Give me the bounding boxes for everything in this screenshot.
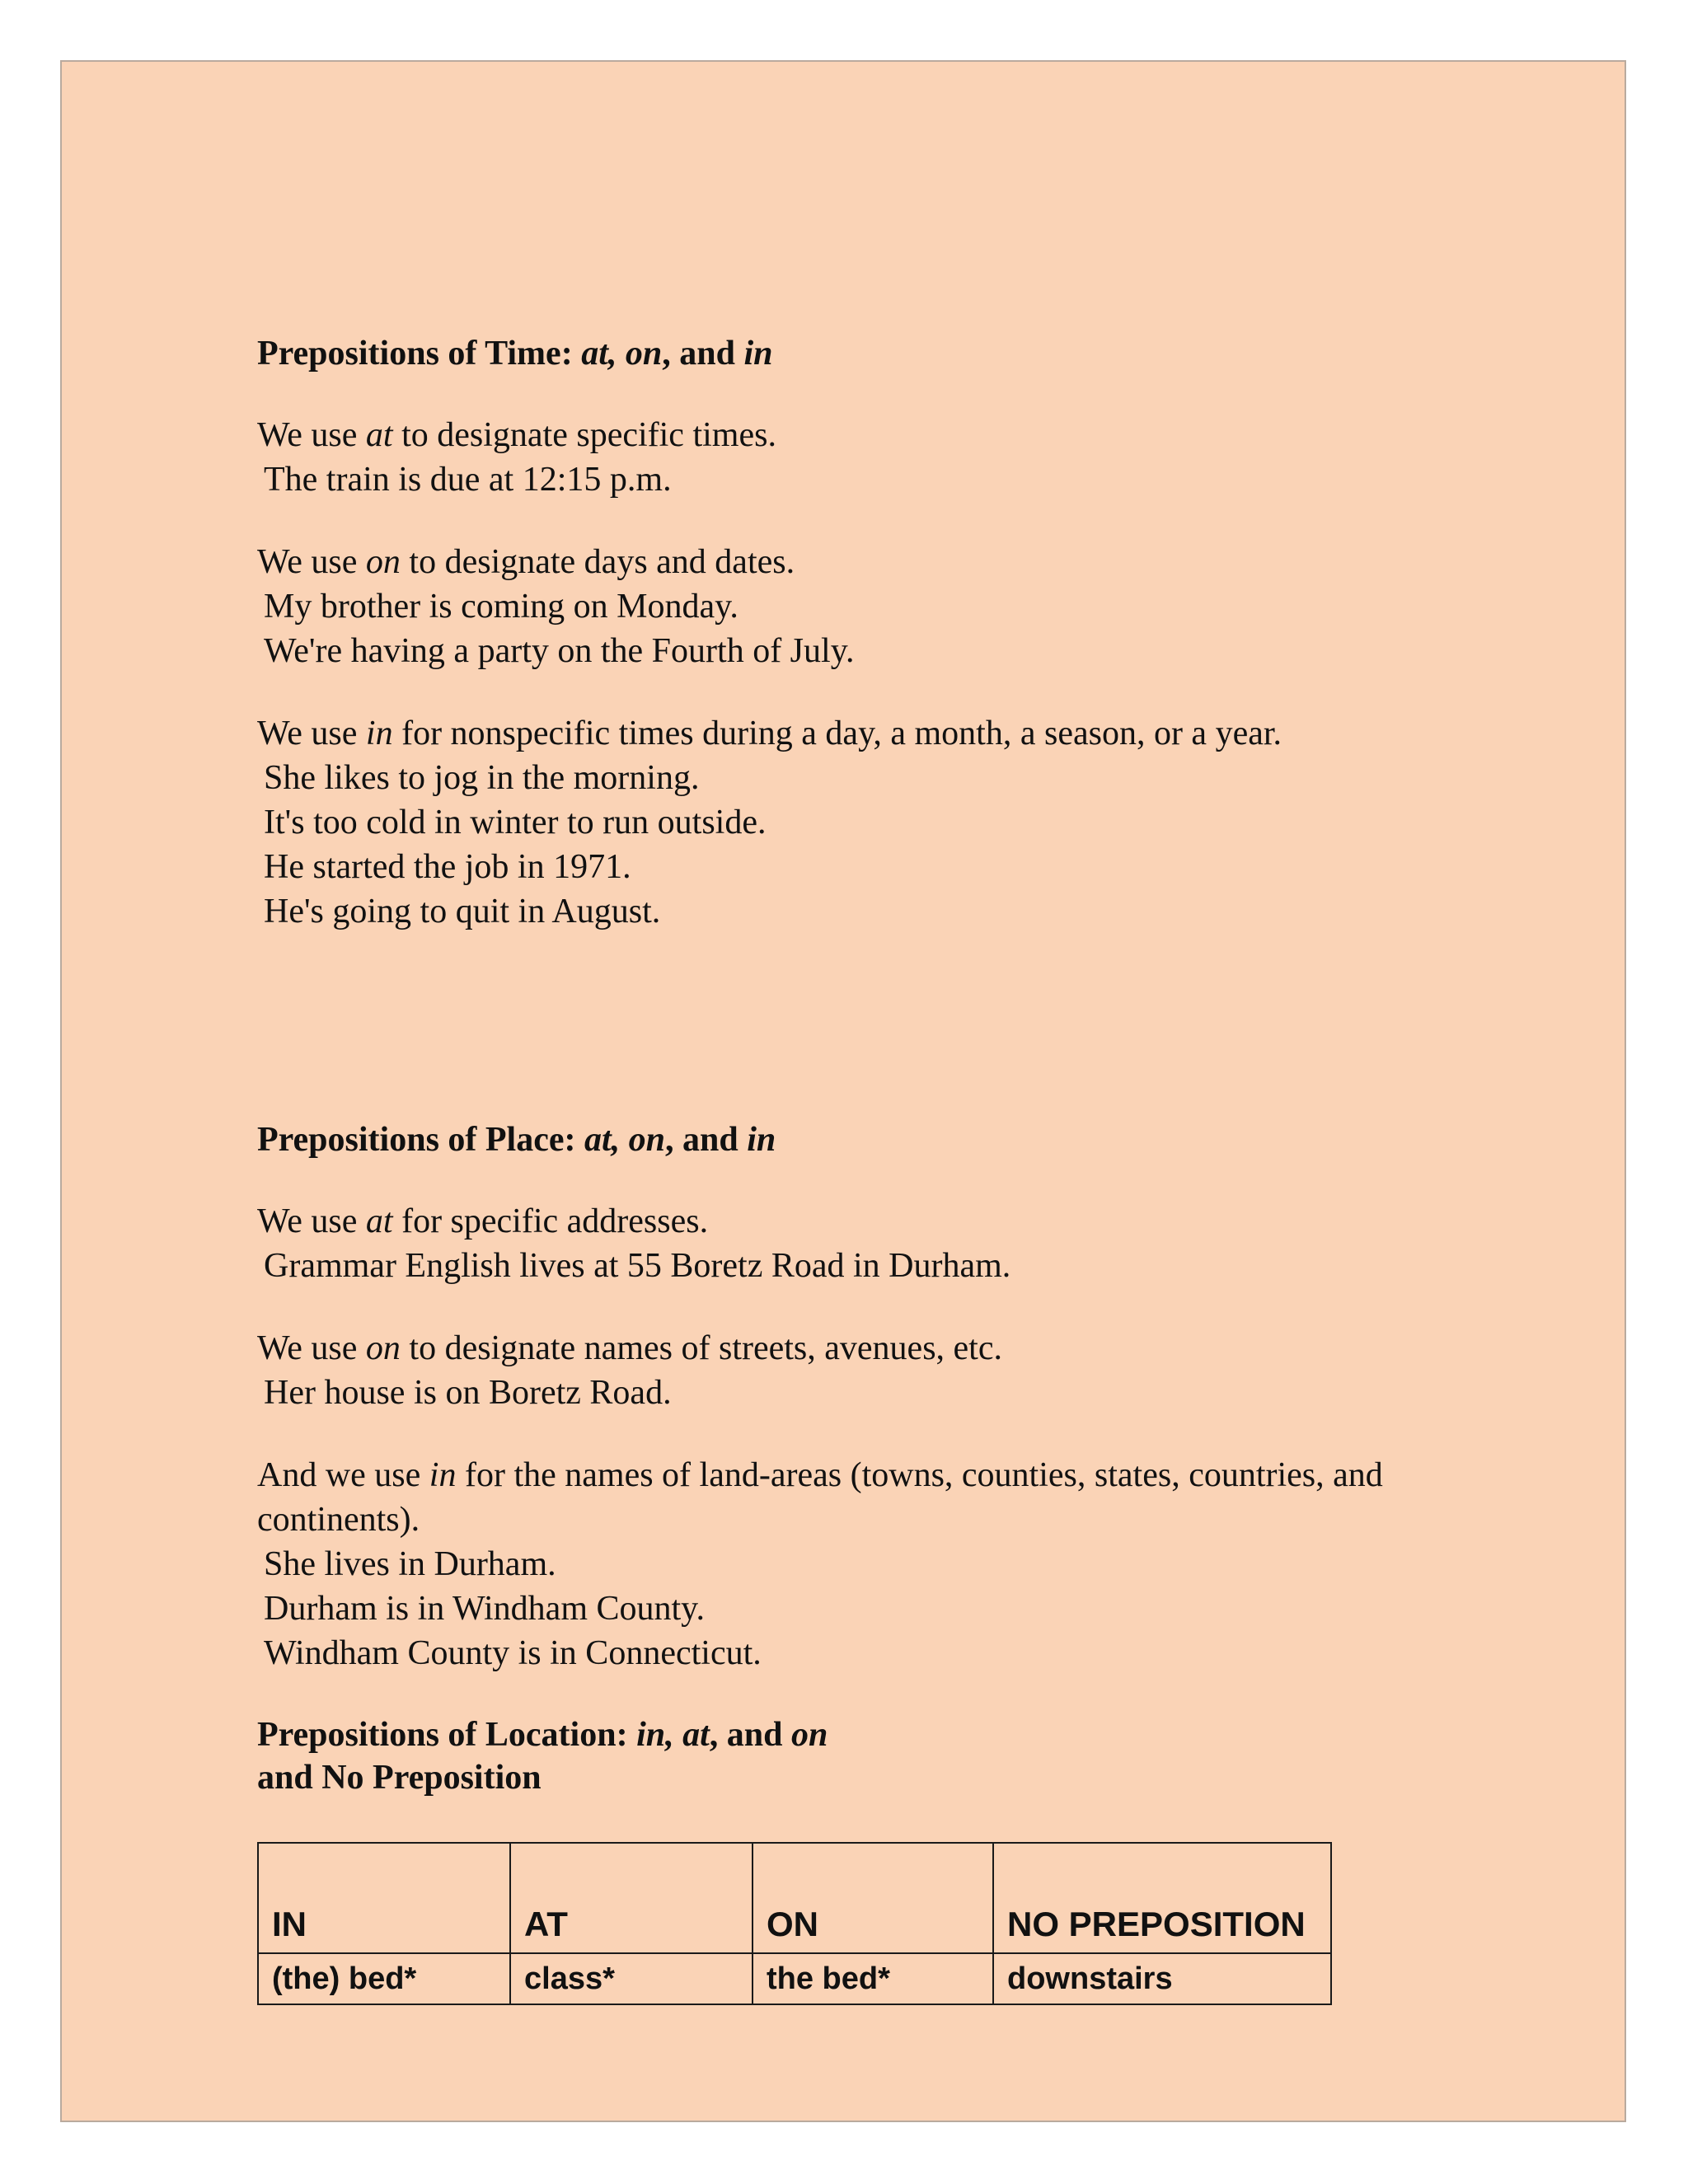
table-row xyxy=(258,1953,1331,2004)
rule-text xyxy=(257,1326,1543,1371)
location-heading-line2: and No Preposition xyxy=(257,1759,542,1797)
example-line: He started the job in 1971. xyxy=(264,848,631,886)
time-in-block xyxy=(257,711,1543,934)
example-line: The train is due at 12:15 p.m. xyxy=(264,461,672,499)
rule-text-part: We use xyxy=(257,715,366,752)
example-line: Windham County is in Connecticut. xyxy=(264,1634,762,1672)
example-line: We're having a party on the Fourth of July. xyxy=(264,632,855,670)
rule-text-part: to designate names of streets, avenues, etc. xyxy=(400,1329,1002,1367)
heading-text: , and xyxy=(665,1121,748,1159)
rule-text-part: to designate specific times. xyxy=(392,416,776,454)
table-cell: class* xyxy=(510,1953,753,2004)
heading-italic-word: at, xyxy=(584,1121,621,1159)
heading-space xyxy=(674,1716,683,1754)
heading-italic-word: on xyxy=(790,1716,828,1754)
rule-text-part: And we use xyxy=(257,1456,429,1494)
example-line: She lives in Durham. xyxy=(264,1545,556,1583)
table-header-row xyxy=(258,1843,1331,1953)
example-line: It's too cold in winter to run outside. xyxy=(264,804,767,841)
rule-text xyxy=(257,711,1543,756)
example-line: He's going to quit in August. xyxy=(264,893,661,930)
prepositions-table xyxy=(257,1842,1332,2005)
rule-text-part: for the names of land-areas (towns, counties, states, countries, and continents). xyxy=(257,1456,1383,1539)
rule-text-part: We use xyxy=(257,416,366,454)
rule-text xyxy=(257,1453,1543,1542)
example-line: Grammar English lives at 55 Boretz Road in Durham. xyxy=(264,1247,1011,1285)
heading-italic-word: in, xyxy=(636,1716,674,1754)
table-cell: (the) bed* xyxy=(258,1953,510,2004)
rule-text-part: to designate days and dates. xyxy=(400,543,795,581)
rule-keyword: at xyxy=(365,416,393,454)
example-line: My brother is coming on Monday. xyxy=(264,588,738,626)
rule-text xyxy=(257,540,1543,584)
heading-text: , and xyxy=(662,335,744,373)
section-spacer xyxy=(257,934,1543,1118)
table-header-at: AT xyxy=(510,1843,753,1953)
table-cell: the bed* xyxy=(753,1953,993,2004)
rule-text-part: We use xyxy=(257,1202,366,1240)
heading-text: Prepositions of Location: xyxy=(257,1716,637,1754)
rule-text xyxy=(257,413,1543,457)
location-heading xyxy=(257,1713,1543,1756)
time-heading xyxy=(257,332,1543,375)
document-content xyxy=(257,332,1543,2005)
place-on-block xyxy=(257,1326,1543,1415)
heading-space xyxy=(620,1121,629,1159)
time-on-block xyxy=(257,540,1543,673)
heading-italic-word: in xyxy=(743,335,773,373)
rule-text xyxy=(257,1199,1543,1244)
rule-text-part: We use xyxy=(257,543,366,581)
rule-text-part: We use xyxy=(257,1329,366,1367)
document-page xyxy=(60,60,1626,2122)
rule-text-part: for specific addresses. xyxy=(392,1202,709,1240)
example-line: Durham is in Windham County. xyxy=(264,1590,705,1628)
heading-text: Prepositions of Place: xyxy=(257,1121,584,1159)
place-at-block xyxy=(257,1199,1543,1288)
rule-keyword: in xyxy=(429,1456,457,1494)
place-in-block xyxy=(257,1453,1543,1675)
table-cell: downstairs xyxy=(993,1953,1331,2004)
rule-keyword: at xyxy=(365,1202,393,1240)
heading-italic-word: in xyxy=(747,1121,776,1159)
prepositions-table-wrap xyxy=(257,1842,1543,2005)
heading-italic-word: at, xyxy=(581,335,617,373)
rule-keyword: in xyxy=(365,715,393,752)
example-line: She likes to jog in the morning. xyxy=(264,759,700,797)
place-heading xyxy=(257,1118,1543,1161)
heading-italic-word: at xyxy=(682,1716,710,1754)
rule-keyword: on xyxy=(365,543,401,581)
time-at-block xyxy=(257,413,1543,502)
table-header-no-preposition: NO PREPOSITION xyxy=(993,1843,1331,1953)
heading-text: , and xyxy=(709,1716,791,1754)
table-header-on: ON xyxy=(753,1843,993,1953)
table-header-in: IN xyxy=(258,1843,510,1953)
heading-text: Prepositions of Time: xyxy=(257,335,582,373)
location-heading-block xyxy=(257,1713,1543,1799)
heading-space xyxy=(617,335,626,373)
example-line: Her house is on Boretz Road. xyxy=(264,1374,672,1412)
heading-italic-word: on xyxy=(625,335,663,373)
rule-text-part: for nonspecific times during a day, a month, a season, or a year. xyxy=(392,715,1282,752)
rule-keyword: on xyxy=(365,1329,401,1367)
heading-italic-word: on xyxy=(628,1121,666,1159)
